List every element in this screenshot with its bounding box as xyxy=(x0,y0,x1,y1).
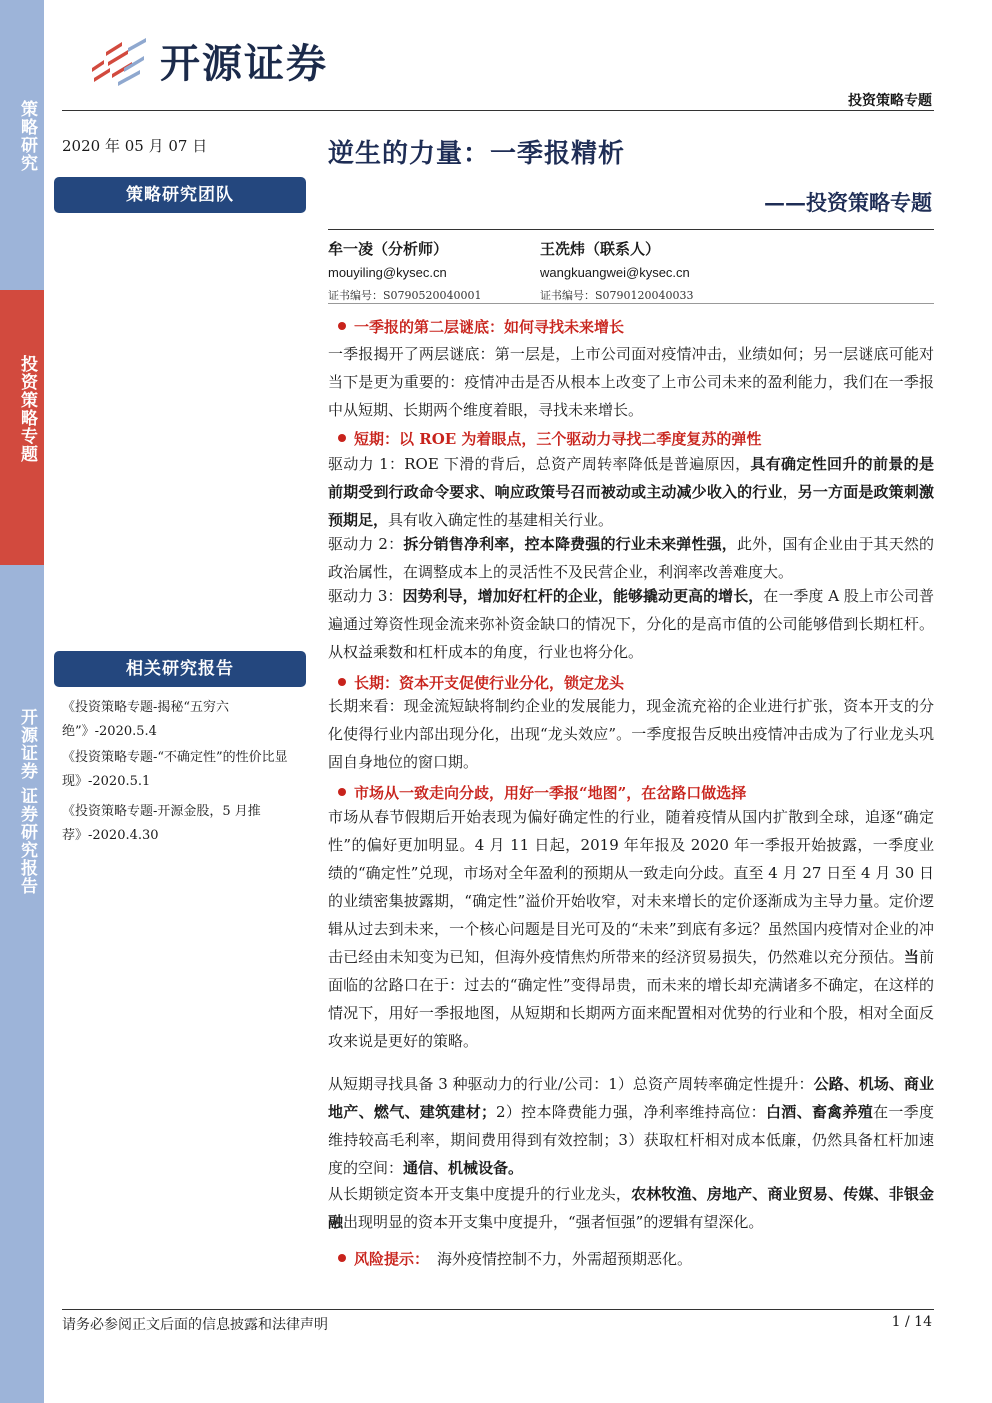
report-date: 2020 年 05 月 07 日 xyxy=(62,137,208,155)
section-head-1: 一季报的第二层谜底：如何寻找未来增长 xyxy=(338,316,624,337)
author-email-1[interactable]: mouyiling@kysec.cn xyxy=(328,265,447,280)
related-item-1[interactable]: 《投资策略专题-揭秘“五穷六绝”》-2020.5.4 xyxy=(62,700,230,739)
paragraph-market: 市场从春节假期后开始表现为偏好确定性的行业，随着疫情从国内扩散到全球，追逐“确定性”的偏好更加明显。4 月 11 日起，2019 年年报及 2020 年一季报开始披露，一季度业绩的“确定性”兑现，市场对全年盈利的预期从一致走向分歧。直至 4 月 27 日至 4 月 30 日的业绩密集披露期，“确定性”溢价开始收窄，对未来增长的定价逐渐成为主导力量。定价逻辑从过去到未来，一个核心问题是目光可及的“未来”到底有多远？虽然国内疫情对企业的冲击已经由未知变为已知，但海外疫情焦灼所带来的经济贸易损失，仍然难以充分预估。当前面临的岔路口在于：过去的“确定性”变得昂贵，而未来的增长却充满诸多不确定，在这样的情况下，用好一季报地图，从短期和长期两方面来配置相对优势的行业和个股，相对全面反攻来说是更好的策略。 xyxy=(328,808,934,1050)
author-name-1: 牟一凌（分析师） xyxy=(328,240,449,258)
footer-rule xyxy=(62,1309,934,1310)
brand-logo-icon xyxy=(88,38,148,88)
author-cert-2: 证书编号：S0790120040033 xyxy=(540,289,694,302)
related-item-2[interactable]: 《投资策略专题-“不确定性”的性价比显现》-2020.5.1 xyxy=(62,750,288,789)
paragraph-long-term: 长期来看：现金流短缺将制约企业的发展能力，现金流充裕的企业进行扩张，资本开支的分化使得行业内部出现分化，出现“龙头效应”。一季度报告反映出疫情冲击成为了行业龙头巩固自身地位的窗口期。 xyxy=(328,697,934,771)
side-label-bottom: 开源证券 证券研究报告 xyxy=(17,708,37,895)
risk-text: 海外疫情控制不力，外需超预期恶化。 xyxy=(437,1250,693,1268)
paragraph-driver-3: 驱动力 3：因势利导，增加好杠杆的企业，能够撬动更高的增长，在一季度 A 股上市公司普遍通过筹资性现金流来弥补资金缺口的情况下，分化的是高市值的公司能够借到长期杠杆。从权益乘数和杠杆成本的角度，行业也将分化。 xyxy=(328,587,934,661)
author-name-2: 王冼炜（联系人） xyxy=(540,240,661,258)
header-category: 投资策略专题 xyxy=(848,93,932,109)
author-email-2[interactable]: wangkuangwei@kysec.cn xyxy=(540,265,690,280)
side-label-middle: 投资策略专题 xyxy=(17,355,37,463)
section-head-2: 短期：以 ROE 为着眼点，三个驱动力寻找二季度复苏的弹性 xyxy=(338,428,761,449)
paragraph-driver-1: 驱动力 1：ROE 下滑的背后，总资产周转率降低是普遍原因，具有确定性回升的前景的是前期受到行政命令要求、响应政策号召而被动或主动减少收入的行业，另一方面是政策刺激预期足，具有收入确定性的基建相关行业。 xyxy=(328,455,934,529)
page-subtitle: ——投资策略专题 xyxy=(764,190,932,215)
related-item-3[interactable]: 《投资策略专题-开源金股，5 月推荐》-2020.4.30 xyxy=(62,804,261,843)
header-rule xyxy=(62,110,934,111)
paragraph-driver-2: 驱动力 2：拆分销售净利率，控本降费强的行业未来弹性强，此外，国有企业由于其天然的政治属性，在调整成本上的灵活性不及民营企业，利润率改善难度大。 xyxy=(328,535,934,581)
author-rule xyxy=(328,303,934,304)
bullet-icon xyxy=(338,1254,346,1262)
paragraph-short-term-picks: 从短期寻找具备 3 种驱动力的行业/公司：1）总资产周转率确定性提升：公路、机场、商业地产、燃气、建筑建材；2）控本降费能力强，净利率维持高位：白酒、畜禽养殖在一季度维持较高毛利率，期间费用得到有效控制；3）获取杠杆相对成本低廉，仍然具备杠杆加速度的空间：通信、机械设备。 xyxy=(328,1075,934,1177)
paragraph-long-term-picks: 从长期锁定资本开支集中度提升的行业龙头，农林牧渔、房地产、商业贸易、传媒、非银金融出现明显的资本开支集中度提升，“强者恒强”的逻辑有望深化。 xyxy=(328,1185,934,1231)
paragraph-intro: 一季报揭开了两层谜底：第一层是，上市公司面对疫情冲击，业绩如何；另一层谜底可能对当下是更为重要的：疫情冲击是否从根本上改变了上市公司未来的盈利能力，我们在一季报中从短期、长期两个维度着眼，寻找未来增长。 xyxy=(328,345,934,419)
author-cert-1: 证书编号：S0790520040001 xyxy=(328,289,482,302)
title-rule xyxy=(328,229,934,230)
section-head-risk: 风险提示： 海外疫情控制不力，外需超预期恶化。 xyxy=(338,1248,692,1269)
page-number: 1 / 14 xyxy=(891,1314,932,1330)
brand-name: 开源证券 xyxy=(160,41,328,87)
team-label: 策略研究团队 xyxy=(54,177,306,213)
side-band xyxy=(0,0,44,1403)
related-label: 相关研究报告 xyxy=(54,651,306,687)
bullet-icon xyxy=(338,434,346,442)
bullet-icon xyxy=(338,678,346,686)
bullet-icon xyxy=(338,788,346,796)
bullet-icon xyxy=(338,322,346,330)
side-label-top: 策略研究 xyxy=(17,100,37,172)
section-head-3: 长期：资本开支促使行业分化，锁定龙头 xyxy=(338,672,624,693)
footer-disclaimer: 请务必参阅正文后面的信息披露和法律声明 xyxy=(62,1317,328,1333)
page-title: 逆生的力量：一季报精析 xyxy=(328,139,626,169)
section-head-4: 市场从一致走向分歧，用好一季报“地图”，在岔路口做选择 xyxy=(338,782,746,803)
